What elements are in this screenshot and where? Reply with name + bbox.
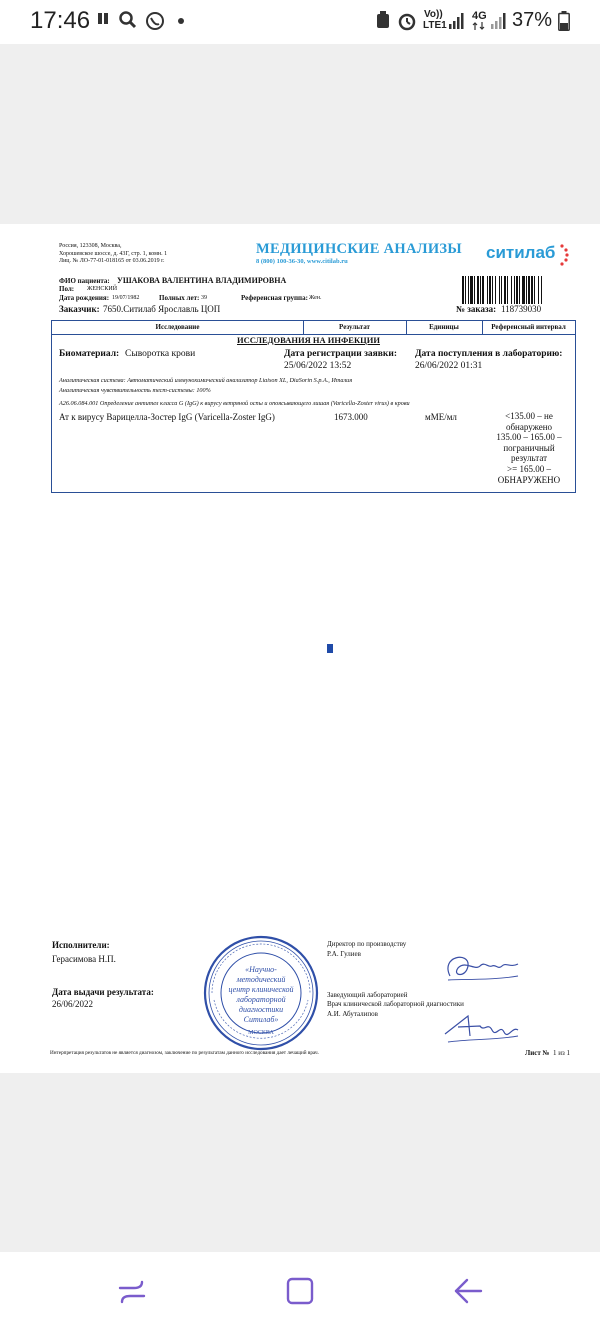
dob-label: Дата рождения:	[59, 294, 110, 302]
col-header-result: Результат	[303, 321, 406, 335]
director-title: Директор по производству	[327, 940, 407, 948]
customer-value: 7650.Ситилаб Ярославль ЦОП	[103, 304, 221, 314]
reg-date-label: Дата регистрации заявки:	[284, 349, 398, 359]
results-table	[51, 320, 576, 493]
data-arrows-icon	[472, 22, 486, 30]
reference-line: ОБНАРУЖЕНО	[497, 474, 561, 485]
reg-date-value: 25/06/2022 13:52	[284, 361, 352, 371]
barcode-bar	[526, 276, 527, 304]
stamp-city: МОСКВА	[248, 1030, 274, 1036]
logo-text: ситилаб	[486, 243, 556, 262]
stamp-line: Ситилаб»	[243, 1015, 279, 1024]
barcode-bar	[482, 276, 484, 304]
test-code-desc: A26.06.084.001 Определение антител класса G (IgG) к вирусу ветряной оспы и опоясывающего лишая (Varicella-Zoster virus) в крови	[59, 400, 410, 407]
customer-label: Заказчик:	[59, 304, 100, 314]
recent-apps-button[interactable]	[118, 1278, 146, 1306]
header-title: МЕДИЦИНСКИЕ АНАЛИЗЫ	[256, 241, 462, 257]
barcode-bar	[511, 276, 512, 304]
biomaterial-label: Биоматериал:	[59, 349, 120, 359]
round-stamp	[202, 934, 320, 1052]
lab-address-line2: Хорошевское шоссе, д. 43Г, стр. 1, комн. 1	[59, 251, 168, 257]
barcode-bar	[462, 276, 464, 304]
head-position: Врач клинической лабораторной диагностики	[327, 1000, 464, 1008]
lte-label: LTE1	[423, 20, 447, 31]
stamp-line: лабораторной	[236, 995, 286, 1004]
back-button[interactable]	[453, 1277, 483, 1305]
lab-date-label: Дата поступления в лабораторию:	[415, 349, 563, 359]
lab-address-line1: Россия, 123308, Москва,	[59, 243, 122, 249]
stamp-line: центр клинической	[228, 985, 294, 994]
barcode-bar	[504, 276, 506, 304]
test-units: мМЕ/мл	[425, 412, 457, 422]
barcode-icon	[462, 276, 572, 304]
issue-date-label: Дата выдачи результата:	[52, 987, 154, 997]
network-4g-label: 4G	[472, 10, 487, 22]
sex-value: ЖЕНСКИЙ	[87, 286, 118, 292]
barcode-bar	[514, 276, 515, 304]
director-name: Р.А. Гулиев	[327, 950, 361, 958]
stamp-line: методический	[236, 975, 286, 984]
barcode-bar	[468, 276, 469, 304]
executors-value: Герасимова Н.П.	[52, 954, 116, 964]
barcode-bar	[495, 276, 496, 304]
barcode-bar	[474, 276, 475, 304]
col-header-test: Исследование	[52, 321, 303, 335]
age-value: 39	[201, 295, 207, 301]
order-label: № заказа:	[456, 304, 497, 314]
page-marker	[327, 644, 333, 653]
barcode-bar	[516, 276, 518, 304]
lab-date-value: 26/06/2022 01:31	[415, 361, 483, 371]
barcode-bar	[492, 276, 493, 304]
status-time: 17:46	[30, 7, 91, 34]
header-contacts: 8 (800) 100-36-30, www.citilab.ru	[256, 258, 348, 265]
order-value: 118739030	[501, 304, 542, 314]
alarm-icon	[397, 11, 417, 31]
battery-icon	[558, 11, 570, 31]
issue-date-value: 26/06/2022	[52, 999, 94, 1009]
test-result: 1673.000	[334, 412, 368, 422]
lab-license: Лиц. № ЛО-77-01-018165 от 03.06.2019 г.	[59, 258, 165, 264]
disclaimer: Интерпретация результатов не является диагнозом, заключение по результатам данного исследования дает лечащий врач.	[50, 1050, 319, 1056]
barcode-bar	[465, 276, 466, 304]
ref-group-value: Жен.	[309, 295, 322, 301]
director-signature-icon	[440, 946, 520, 986]
reference-line: обнаружено	[505, 421, 553, 432]
fio-value: УШАКОВА ВАЛЕНТИНА ВЛАДИМИРОВНА	[117, 276, 287, 285]
dob-value: 19/07/1982	[112, 295, 140, 301]
barcode-bar	[522, 276, 525, 304]
reference-line: результат	[510, 453, 548, 464]
col-header-reference: Референсный интервал	[482, 321, 575, 335]
logo-dots-icon	[554, 242, 570, 268]
barcode-bar	[541, 276, 542, 304]
fio-label: ФИО пациента:	[59, 277, 110, 285]
age-label: Полных лет:	[159, 294, 200, 302]
executors-label: Исполнители:	[52, 940, 110, 950]
navigation-bar	[0, 1252, 600, 1332]
document-page[interactable]	[0, 224, 600, 1073]
barcode-bar	[507, 276, 508, 304]
analytic-system: Аналитическая система: Автоматический иммунохимический анализатор Liaison XL, DiaSorin S.p.A., Италия	[59, 377, 353, 384]
battery-saver-icon	[376, 11, 390, 29]
home-button[interactable]	[286, 1277, 314, 1305]
barcode-bar	[470, 276, 473, 304]
search-icon	[119, 11, 137, 29]
barcode-bar	[489, 276, 491, 304]
signal-icon-2	[490, 12, 506, 30]
head-signature-icon	[440, 1012, 520, 1047]
stamp-line: «Научно-	[245, 965, 277, 974]
barcode-bar	[534, 276, 535, 304]
sheet-value: 1 из 1	[553, 1049, 571, 1057]
pause-icon	[97, 11, 109, 25]
stamp-line: диагностики	[238, 1005, 284, 1014]
reference-line: 135.00 – 165.00 –	[496, 432, 562, 443]
test-name: Ат к вирусу Варицелла-Зостер IgG (Varicella-Zoster IgG)	[59, 412, 275, 422]
citilab-logo	[486, 242, 576, 268]
test-reference	[484, 411, 574, 485]
reference-line: >= 165.00 –	[507, 463, 551, 474]
viber-icon	[144, 11, 166, 31]
notification-dot-icon	[177, 17, 185, 25]
head-name: А.И. Абуталипов	[327, 1010, 378, 1018]
signal-icon-1	[448, 12, 464, 30]
head-title: Заведующий лабораторией	[327, 991, 408, 999]
sheet-label: Лист №	[525, 1049, 550, 1057]
barcode-bar	[480, 276, 481, 304]
battery-percent: 37%	[512, 9, 553, 31]
reference-line: пограничный	[503, 442, 555, 453]
barcode-bar	[487, 276, 488, 304]
biomaterial-value: Сыворотка крови	[125, 349, 196, 359]
section-title: ИССЛЕДОВАНИЯ НА ИНФЕКЦИИ	[237, 335, 380, 345]
volte-label: Vo))	[424, 9, 443, 20]
barcode-bar	[499, 276, 500, 304]
barcode-bar	[501, 276, 502, 304]
barcode-bar	[477, 276, 479, 304]
reference-line: <135.00 – не	[505, 411, 553, 421]
barcode-bar	[528, 276, 530, 304]
sex-label: Пол:	[59, 285, 75, 293]
col-header-units: Единицы	[406, 321, 482, 335]
sensitivity: Аналитическая чувствительность тест-системы: 100%	[59, 387, 211, 394]
barcode-bar	[538, 276, 539, 304]
barcode-bar	[519, 276, 520, 304]
barcode-bar	[531, 276, 533, 304]
ref-group-label: Референсная группа:	[241, 294, 308, 302]
status-bar	[0, 0, 600, 44]
